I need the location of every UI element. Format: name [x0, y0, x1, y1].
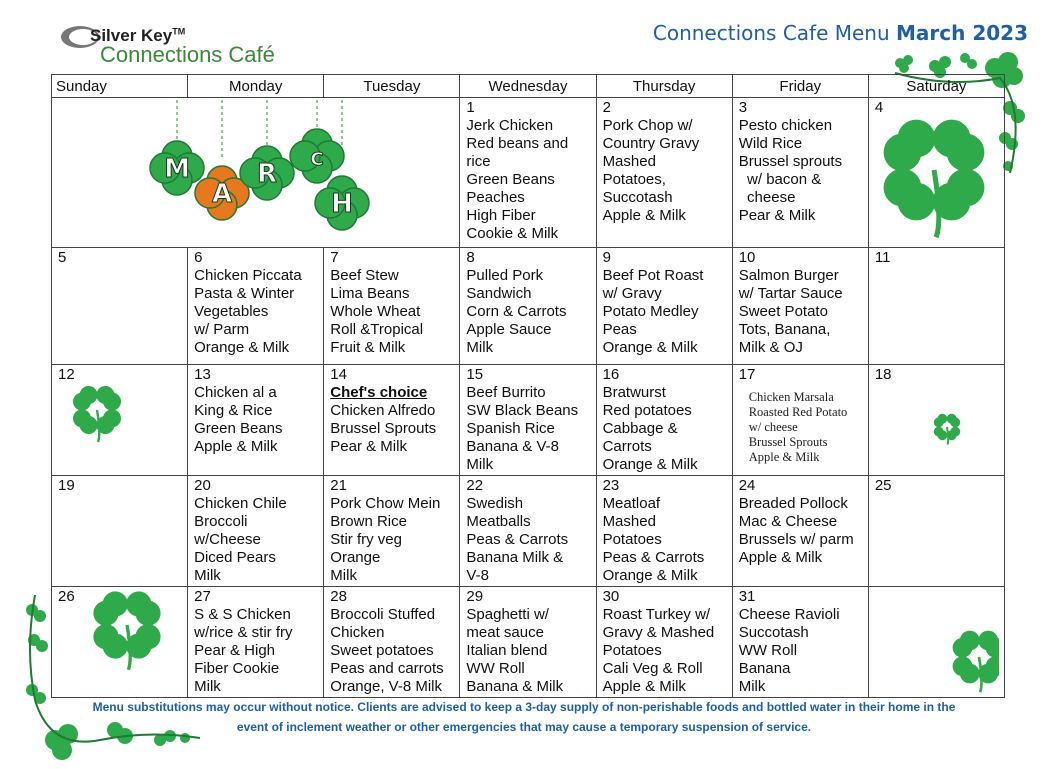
footer-line-1: Menu substitutions may occur without notice. Clients are advised to keep a 3-day supply of non-perishable foods and bottled water in their home in the — [92, 700, 956, 714]
menu-item: Swedish — [466, 495, 524, 512]
menu-item: Beef Stew — [330, 267, 399, 284]
svg-text:H: H — [331, 189, 353, 219]
clover-small-icon — [934, 414, 960, 445]
day-cell — [52, 587, 188, 698]
day-number: 22 — [466, 477, 484, 494]
menu-item: Mashed — [602, 153, 656, 170]
day-number: 21 — [330, 477, 347, 494]
week-row — [52, 476, 1005, 587]
menu-item: Broccoli — [194, 513, 248, 530]
menu-item: Green Beans — [466, 171, 555, 188]
clover-small-icon — [73, 386, 121, 442]
day-number: 12 — [58, 366, 75, 383]
day-cell — [52, 365, 188, 476]
menu-item: Gravy & Mashed — [602, 624, 715, 641]
menu-item: Peas & Carrots — [466, 531, 569, 548]
day-number: 14 — [330, 366, 347, 383]
day-number: 1 — [466, 99, 475, 116]
menu-item: Chicken al a — [194, 384, 277, 401]
menu-item: Peaches — [466, 189, 525, 206]
menu-item: Potatoes — [602, 531, 662, 548]
menu-item: Brown Rice — [330, 513, 407, 530]
menu-item: w/ Tartar Sauce — [738, 285, 843, 302]
day-number: 8 — [466, 249, 475, 266]
clover-large-icon — [952, 631, 998, 693]
cafe-name: Connections Café — [100, 42, 275, 67]
day-cell — [732, 98, 868, 248]
day-cell — [732, 248, 868, 365]
svg-text:R: R — [256, 159, 278, 189]
menu-item: Meatballs — [466, 513, 531, 530]
day-cell — [460, 98, 596, 248]
day-cell — [324, 587, 460, 698]
menu-item: Pork Chop w/ — [602, 117, 693, 134]
menu-item: Vegetables — [194, 303, 269, 320]
menu-item: Jerk Chicken — [466, 117, 554, 134]
day-cell — [732, 587, 868, 698]
day-cell — [868, 476, 1004, 587]
menu-item: Milk & OJ — [738, 339, 803, 356]
menu-item: Red potatoes — [602, 402, 692, 419]
menu-item: Lima Beans — [330, 285, 410, 302]
menu-item: Country Gravy — [602, 135, 700, 152]
menu-item: Whole Wheat — [330, 303, 421, 320]
day-cell — [732, 476, 868, 587]
menu-item: w/ Parm — [194, 321, 250, 338]
menu-item: Orange & Milk — [602, 567, 698, 584]
menu-item: Cheese Ravioli — [738, 606, 840, 623]
menu-item: Banana Milk & — [466, 549, 564, 566]
menu-item: Pasta & Winter — [194, 285, 295, 302]
day-number: 11 — [874, 249, 891, 266]
menu-item: Apple Sauce — [466, 321, 552, 338]
clover-large-icon — [883, 120, 984, 238]
menu-item: Red beans and — [466, 135, 569, 152]
menu-item: meat sauce — [466, 624, 544, 641]
day-cell — [460, 476, 596, 587]
menu-item: Cali Veg & Roll — [602, 660, 703, 677]
menu-item: Apple & Milk — [602, 678, 686, 695]
menu-item: Tots, Banana, — [738, 321, 831, 338]
menu-item: Peas — [602, 321, 637, 338]
menu-item: Spanish Rice — [466, 420, 555, 437]
menu-item: SW Black Beans — [466, 402, 579, 419]
day-number: 19 — [58, 477, 75, 494]
menu-item: Cabbage & — [602, 420, 678, 437]
menu-item: Pear & Milk — [738, 207, 816, 224]
menu-item: Orange & Milk — [602, 456, 698, 473]
menu-item: Apple & Milk — [602, 207, 686, 224]
menu-item: Succotash — [738, 624, 809, 641]
menu-item: rice — [466, 153, 491, 170]
menu-item: Mashed — [602, 513, 656, 530]
clover-icon — [869, 365, 999, 474]
menu-item-note: w/ cheese — [748, 420, 798, 434]
menu-item: Banana & Milk — [466, 678, 564, 695]
clover-icon — [52, 587, 182, 696]
weekday-header-row — [52, 75, 1005, 98]
day-number: 24 — [738, 477, 756, 494]
menu-item: w/ bacon & — [738, 171, 822, 188]
day-cell — [188, 248, 324, 365]
day-cell — [188, 587, 324, 698]
clover-large-icon — [93, 591, 160, 669]
day-cell — [52, 248, 188, 365]
weekday-header: Monday — [188, 75, 324, 98]
weekday-header: Saturday — [868, 75, 1004, 98]
menu-item: Orange, V-8 Milk — [330, 678, 442, 695]
day-cell — [596, 98, 732, 248]
menu-item: Salmon Burger — [738, 267, 839, 284]
menu-item: Corn & Carrots — [466, 303, 567, 320]
footer-disclaimer — [40, 697, 1008, 737]
week-row — [52, 248, 1005, 365]
menu-item: Banana — [738, 660, 791, 677]
menu-item: Milk — [194, 567, 221, 584]
menu-item: cheese — [738, 189, 796, 206]
day-number: 26 — [58, 588, 75, 605]
menu-item: w/Cheese — [194, 531, 261, 548]
day-number: 7 — [330, 249, 339, 266]
day-cell — [868, 248, 1004, 365]
chefs-choice-label: Chef's choice — [330, 384, 428, 401]
menu-item: Brussel Sprouts — [330, 420, 437, 437]
banner-letter — [315, 176, 369, 230]
menu-item: King & Rice — [194, 402, 273, 419]
brand-name: Silver Key™ — [90, 26, 186, 45]
weekday-header: Sunday — [52, 75, 188, 98]
menu-item: S & S Chicken — [194, 606, 291, 623]
day-number: 2 — [602, 99, 611, 116]
menu-item: Beef Pot Roast — [602, 267, 704, 284]
menu-item: w/ Gravy — [602, 285, 662, 302]
menu-item: Succotash — [602, 189, 673, 206]
menu-item: Apple & Milk — [194, 438, 278, 455]
menu-item: Pear & High — [194, 642, 276, 659]
clover-icon — [52, 365, 182, 474]
menu-item: Italian blend — [466, 642, 548, 659]
day-cell — [324, 476, 460, 587]
day-cell — [868, 365, 1004, 476]
weekday-header: Wednesday — [460, 75, 596, 98]
menu-item: Orange & Milk — [602, 339, 698, 356]
menu-item-note: Brussel Sprouts — [748, 435, 828, 449]
day-cell — [732, 365, 868, 476]
weekday-header: Tuesday — [324, 75, 460, 98]
menu-item: Beef Burrito — [466, 384, 546, 401]
menu-item: Chicken — [330, 624, 385, 641]
menu-item: Sweet potatoes — [330, 642, 434, 659]
day-number: 23 — [602, 477, 620, 494]
day-number: 25 — [874, 477, 892, 494]
day-cell — [324, 365, 460, 476]
menu-item: Stir fry veg — [330, 531, 402, 548]
menu-item: Chicken Piccata — [194, 267, 302, 284]
week-row — [52, 365, 1005, 476]
menu-item: Spaghetti w/ — [466, 606, 549, 623]
menu-item: Pesto chicken — [738, 117, 833, 134]
menu-item: Potatoes — [602, 642, 662, 659]
menu-item: Bratwurst — [602, 384, 666, 401]
day-number: 10 — [738, 249, 756, 266]
menu-item: Breaded Pollock — [738, 495, 848, 512]
day-cell — [460, 365, 596, 476]
menu-item: Apple & Milk — [738, 549, 823, 566]
day-cell — [188, 476, 324, 587]
day-cell — [596, 587, 732, 698]
menu-item: Wild Rice — [738, 135, 803, 152]
menu-item: Roast Turkey w/ — [602, 606, 711, 623]
menu-item: Meatloaf — [602, 495, 661, 512]
menu-item: Chicken Chile — [194, 495, 287, 512]
day-cell — [460, 248, 596, 365]
day-number: 3 — [738, 99, 748, 116]
svg-text:M: M — [164, 154, 190, 184]
menu-item: Chicken Alfredo — [330, 402, 436, 419]
page-title: Connections Cafe Menu March 2023 — [652, 21, 1028, 45]
day-number: 6 — [194, 249, 203, 266]
menu-item: Milk — [466, 456, 494, 473]
menu-item: Pork Chow Mein — [330, 495, 441, 512]
day-number: 16 — [602, 366, 620, 383]
menu-item-note: Chicken Marsala — [748, 390, 834, 404]
menu-item-note: Roasted Red Potato — [748, 405, 848, 419]
menu-item: V-8 — [466, 567, 489, 584]
day-number: 13 — [194, 366, 211, 383]
weekday-header: Thursday — [596, 75, 732, 98]
day-number: 15 — [466, 366, 484, 383]
menu-item: Sandwich — [466, 285, 532, 302]
menu-item: Potato Medley — [602, 303, 699, 320]
menu-item: Fiber Cookie — [194, 660, 280, 677]
menu-item: Sweet Potato — [738, 303, 828, 320]
day-number: 28 — [330, 588, 347, 605]
menu-item: Orange & Milk — [194, 339, 290, 356]
svg-text:A: A — [211, 179, 233, 209]
day-number: 30 — [602, 588, 620, 605]
day-cell — [596, 476, 732, 587]
weekday-header: Friday — [732, 75, 868, 98]
svg-text:C: C — [310, 149, 324, 170]
menu-item: Banana & V-8 — [466, 438, 559, 455]
day-cell — [188, 365, 324, 476]
menu-item: High Fiber — [466, 207, 536, 224]
day-cell — [52, 476, 188, 587]
menu-item: Potatoes, — [602, 171, 666, 188]
day-number: 31 — [738, 588, 756, 605]
menu-item: Fruit & Milk — [330, 339, 406, 356]
menu-item: Peas and carrots — [330, 660, 444, 677]
menu-item: Broccoli Stuffed — [330, 606, 436, 623]
menu-item: Carrots — [602, 438, 652, 455]
day-number: 18 — [874, 366, 892, 383]
day-number: 5 — [58, 249, 67, 266]
footer-line-2: event of inclement weather or other emergencies that may cause a temporary suspension of service. — [236, 720, 812, 734]
menu-item-note: Apple & Milk — [748, 450, 820, 464]
banner-letter — [290, 129, 344, 183]
menu-item: Milk — [194, 678, 221, 695]
menu-item: Cookie & Milk — [466, 225, 559, 242]
menu-item: Pulled Pork — [466, 267, 544, 284]
menu-item: WW Roll — [738, 642, 798, 659]
day-cell — [460, 587, 596, 698]
day-cell — [596, 365, 732, 476]
march-banner-icon — [52, 98, 452, 246]
day-number: 4 — [874, 99, 884, 116]
menu-item: Orange — [330, 549, 381, 566]
clover-icon — [869, 98, 999, 246]
menu-item: Mac & Cheese — [738, 513, 838, 530]
calendar-table — [51, 74, 1005, 698]
day-cell — [324, 248, 460, 365]
logo — [60, 22, 290, 68]
week-row — [52, 587, 1005, 698]
menu-item: Diced Pears — [194, 549, 276, 566]
clover-icon — [869, 587, 999, 696]
day-number: 9 — [602, 249, 611, 266]
day-cell — [868, 98, 1004, 248]
march-banner-cell — [52, 98, 460, 248]
menu-item: Peas & Carrots — [602, 549, 705, 566]
menu-item: Brussels w/ parm — [738, 531, 854, 548]
day-number: 27 — [194, 588, 211, 605]
menu-item: Roll &Tropical — [330, 321, 424, 338]
day-cell — [868, 587, 1004, 698]
menu-item: Milk — [738, 678, 766, 695]
menu-item: Green Beans — [194, 420, 283, 437]
menu-item: w/rice & stir fry — [194, 624, 293, 641]
day-number: 20 — [194, 477, 211, 494]
menu-item: Pear & Milk — [330, 438, 407, 455]
menu-item: Milk — [466, 339, 494, 356]
menu-item: Milk — [330, 567, 357, 584]
day-number: 29 — [466, 588, 484, 605]
week-row — [52, 98, 1005, 248]
day-cell — [596, 248, 732, 365]
menu-item: Brussel sprouts — [738, 153, 843, 170]
day-number: 17 — [738, 366, 756, 383]
menu-item: WW Roll — [466, 660, 525, 677]
